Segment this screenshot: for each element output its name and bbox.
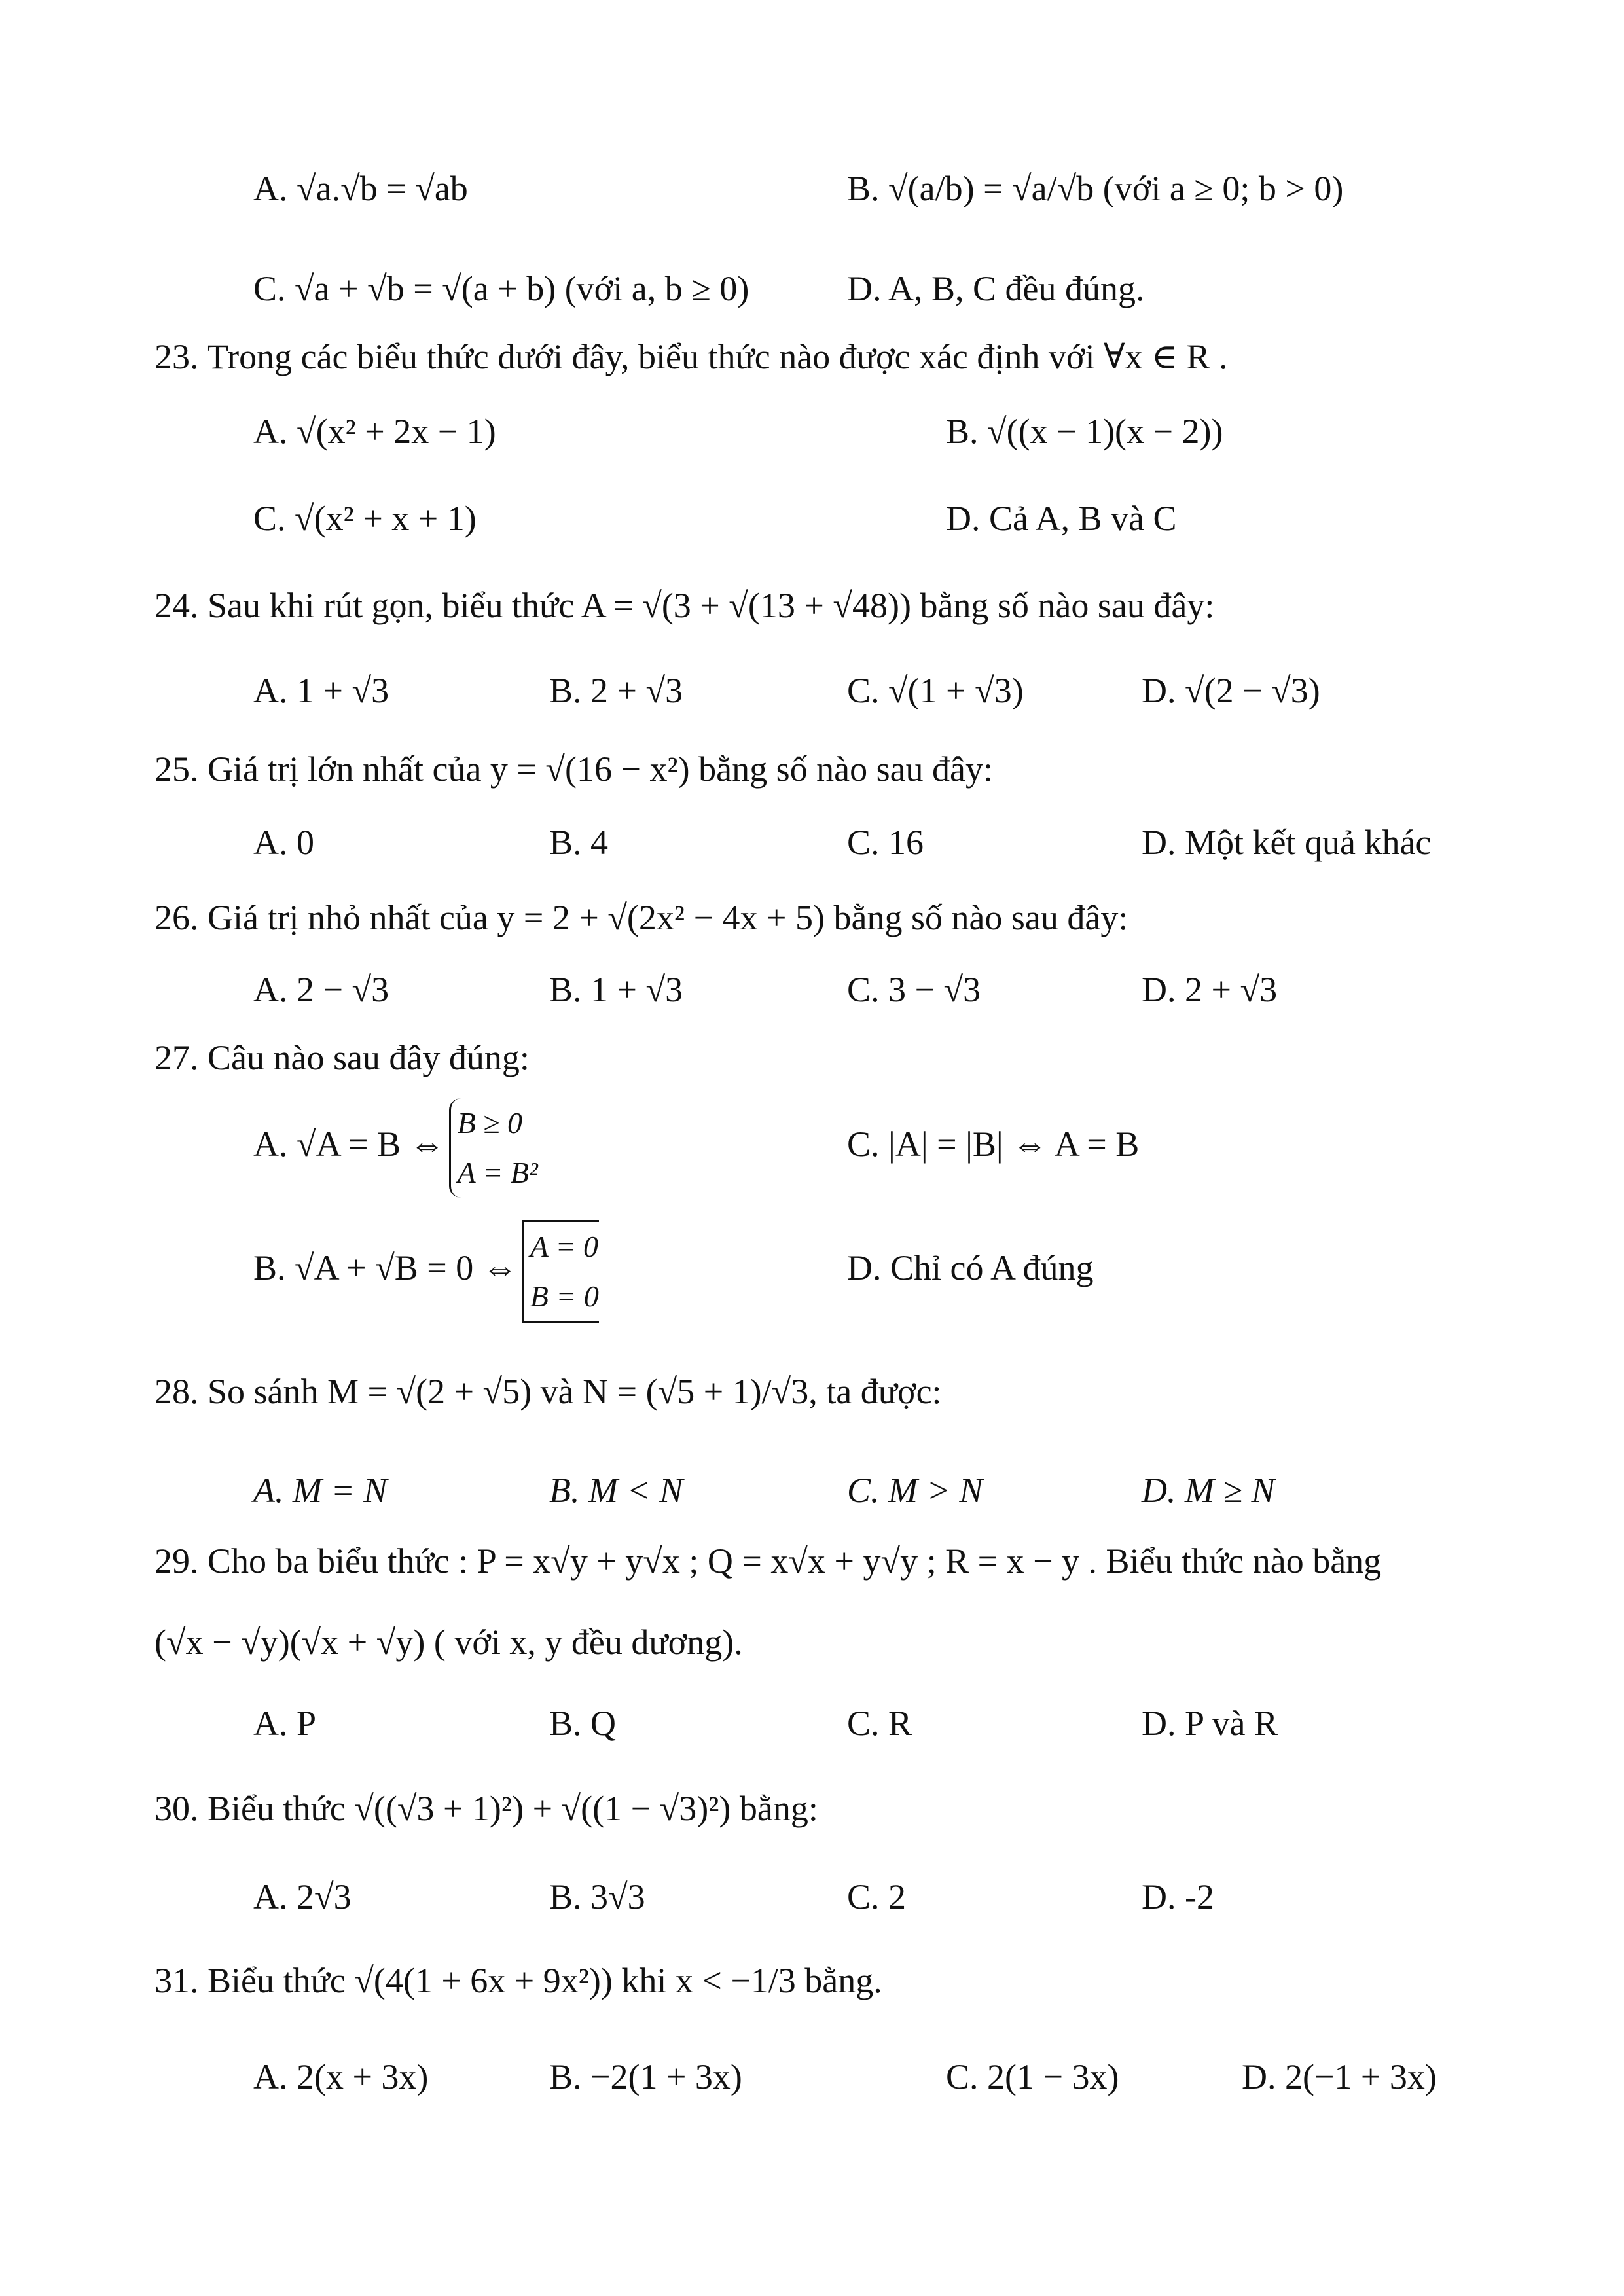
- q29-number: 29.: [154, 1541, 199, 1581]
- q28-question: [0, 1369, 1624, 1414]
- q30-option-b: B. 3√3: [549, 1877, 645, 1916]
- q31-question: [0, 1958, 1624, 2003]
- q22-option-c: C. √a + √b = √(a + b) (với a, b ≥ 0): [253, 269, 749, 308]
- q30-option-a: A. 2√3: [253, 1877, 352, 1916]
- q22-option-d: D. A, B, C đều đúng.: [847, 269, 1145, 308]
- q26-text: Giá trị nhỏ nhất của y = 2 + √(2x² − 4x + 5) bằng số nào sau đây:: [208, 898, 1128, 937]
- q25-option-d: D. Một kết quả khác: [1142, 823, 1432, 862]
- q24-question: [0, 583, 1624, 628]
- q23-option-b: B. √((x − 1)(x − 2)): [946, 412, 1223, 451]
- q23-text: Trong các biểu thức dưới đây, biểu thức nào được xác định với ∀x ∈ R .: [207, 337, 1228, 376]
- q24-option-a: A. 1 + √3: [253, 671, 389, 710]
- q27-option-a-system: [449, 1098, 538, 1198]
- q28-number: 28.: [154, 1372, 199, 1411]
- q27-row-2: [0, 1215, 1624, 1320]
- q28-text: So sánh M = √(2 + √5) và N = (√5 + 1)/√3, ta được:: [208, 1372, 942, 1411]
- q27-number: 27.: [154, 1038, 199, 1077]
- q22-option-a: A. √a.√b = √ab: [253, 169, 468, 208]
- q31-text: Biểu thức √(4(1 + 6x + 9x²)) khi x < −1/3 bằng.: [208, 1961, 882, 2000]
- q25-options: [0, 819, 1624, 865]
- q25-text: Giá trị lớn nhất của y = √(16 − x²) bằng số nào sau đây:: [208, 749, 994, 789]
- q25-option-a: A. 0: [253, 823, 314, 862]
- q27-option-d: D. Chỉ có A đúng: [847, 1248, 1094, 1287]
- q24-text: Sau khi rút gọn, biểu thức A = √(3 + √(13 + √48)) bằng số nào sau đây:: [208, 586, 1215, 625]
- system-line: A = 0: [530, 1229, 599, 1263]
- q28-options: [0, 1467, 1624, 1513]
- q24-option-d: D. √(2 − √3): [1142, 671, 1320, 710]
- q29-options: [0, 1700, 1624, 1746]
- q22-row-1: [0, 166, 1624, 211]
- q24-options: [0, 668, 1624, 713]
- q29-question: [0, 1538, 1624, 1584]
- q27-text: Câu nào sau đây đúng:: [208, 1038, 530, 1077]
- q24-option-b: B. 2 + √3: [549, 671, 683, 710]
- q26-options: [0, 967, 1624, 1013]
- q27-option-b: B. √A + √B = 0 ⇔: [253, 1248, 518, 1287]
- q26-option-c: C. 3 − √3: [847, 970, 981, 1009]
- q26-number: 26.: [154, 898, 199, 937]
- system-line: B = 0: [530, 1279, 599, 1313]
- q26-option-b: B. 1 + √3: [549, 970, 683, 1009]
- q28-option-b: B. M < N: [549, 1471, 683, 1510]
- q24-option-c: C. √(1 + √3): [847, 671, 1024, 710]
- q23-option-d: D. Cả A, B và C: [946, 499, 1177, 538]
- q29-option-a: A. P: [253, 1704, 317, 1743]
- q26-question: [0, 895, 1624, 941]
- q31-option-b: B. −2(1 + 3x): [549, 2057, 742, 2096]
- q31-option-a: A. 2(x + 3x): [253, 2057, 429, 2096]
- q27-question: [0, 1035, 1624, 1081]
- q26-option-a: A. 2 − √3: [253, 970, 389, 1009]
- q31-number: 31.: [154, 1961, 199, 2000]
- q27-option-c: C. |A| = |B| ⇔ A = B: [847, 1124, 1140, 1164]
- q24-number: 24.: [154, 586, 199, 625]
- q25-option-c: C. 16: [847, 823, 924, 862]
- q27-option-b-system: [522, 1220, 599, 1323]
- q22-row-2: [0, 266, 1624, 312]
- q30-text: Biểu thức √((√3 + 1)²) + √((1 − √3)²) bằng:: [208, 1789, 818, 1828]
- system-line: A = B²: [457, 1155, 538, 1189]
- system-line: B ≥ 0: [457, 1105, 522, 1139]
- q29-option-c: C. R: [847, 1704, 912, 1743]
- q23-number: 23.: [154, 337, 199, 376]
- q31-options: [0, 2054, 1624, 2100]
- q25-number: 25.: [154, 749, 199, 789]
- q23-row-2: [0, 495, 1624, 541]
- q30-number: 30.: [154, 1789, 199, 1828]
- q29-text: Cho ba biểu thức : P = x√y + y√x ; Q = x√x + y√y ; R = x − y . Biểu thức nào bằng: [208, 1541, 1382, 1581]
- q30-options: [0, 1874, 1624, 1920]
- q22-option-b: B. √(a/b) = √a/√b (với a ≥ 0; b > 0): [847, 169, 1344, 208]
- q23-question: [0, 334, 1624, 380]
- q28-option-c: C. M > N: [847, 1471, 983, 1510]
- q30-question: [0, 1785, 1624, 1831]
- q31-option-c: C. 2(1 − 3x): [946, 2057, 1119, 2096]
- q29-question-cont: [0, 1619, 1624, 1665]
- q29-text-2: (√x − √y)(√x + √y) ( với x, y đều dương).: [154, 1623, 743, 1662]
- q23-option-a: A. √(x² + 2x − 1): [253, 412, 496, 451]
- q25-question: [0, 746, 1624, 792]
- q27-row-1: [0, 1092, 1624, 1196]
- q30-option-c: C. 2: [847, 1877, 907, 1916]
- q28-option-d: D. M ≥ N: [1142, 1471, 1275, 1510]
- q29-option-d: D. P và R: [1142, 1704, 1278, 1743]
- q28-option-a: A. M = N: [253, 1471, 388, 1510]
- q23-row-1: [0, 408, 1624, 454]
- q26-option-d: D. 2 + √3: [1142, 970, 1278, 1009]
- q27-option-a: A. √A = B ⇔: [253, 1124, 445, 1164]
- q30-option-d: D. -2: [1142, 1877, 1214, 1916]
- q25-option-b: B. 4: [549, 823, 609, 862]
- q29-option-b: B. Q: [549, 1704, 617, 1743]
- q23-option-c: C. √(x² + x + 1): [253, 499, 477, 538]
- q31-option-d: D. 2(−1 + 3x): [1242, 2057, 1437, 2096]
